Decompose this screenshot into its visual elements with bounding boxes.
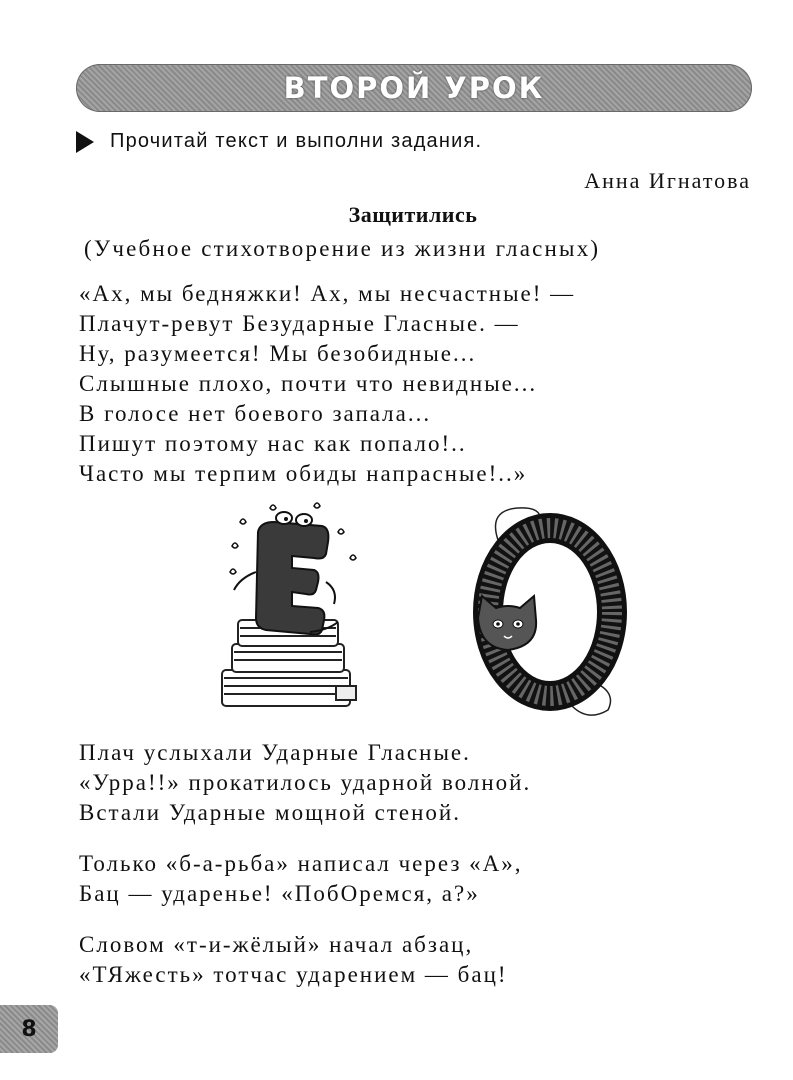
poem-line: Слышные плохо, почти что невидные... xyxy=(79,371,538,396)
stanza-1 xyxy=(79,279,575,489)
poem-subtitle: (Учебное стихотворение из жизни гласных) xyxy=(84,236,601,261)
poem-line: В голосе нет боевого запала... xyxy=(79,401,432,426)
poem-title: Защитились xyxy=(348,202,478,227)
lesson-title: ВТОРОЙ УРОК xyxy=(283,71,545,105)
triangle-bullet-icon xyxy=(76,131,94,153)
poem-line: Часто мы терпим обиды напрасные!..» xyxy=(79,461,528,486)
poem-line: Бац — ударенье! «ПобОремся, а?» xyxy=(79,881,480,906)
cat-letter-o-illustration xyxy=(468,500,630,722)
poem-author: Анна Игнатова xyxy=(584,168,751,193)
poem-line: Ну, разумеется! Мы безобидные... xyxy=(79,341,477,366)
poem-line: Плачут-ревут Безударные Гласные. — xyxy=(79,311,520,336)
instruction-text: Прочитай текст и выполни задания. xyxy=(110,130,483,152)
stanza-3 xyxy=(79,849,523,909)
poem-line: Встали Ударные мощной стеной. xyxy=(79,800,461,825)
stanza-2 xyxy=(79,738,531,828)
crying-letter-e-on-books-illustration xyxy=(210,502,370,717)
poem-line: Пишут поэтому нас как попало!.. xyxy=(79,431,467,456)
page-number: 8 xyxy=(0,1005,58,1053)
poem-line: «ТЯжесть» тотчас ударением — бац! xyxy=(79,962,508,987)
poem-line: Словом «т-и-жёлый» начал абзац, xyxy=(79,932,474,957)
stanza-4 xyxy=(79,930,508,990)
poem-line: Только «б-а-рьба» написал через «А», xyxy=(79,851,523,876)
poem-line: «Урра!!» прокатилось ударной волной. xyxy=(79,770,532,795)
poem-line: «Ах, мы бедняжки! Ах, мы несчастные! — xyxy=(79,281,576,306)
lesson-header-banner xyxy=(76,64,752,112)
instruction-line xyxy=(76,130,482,153)
poem-line: Плач услыхали Ударные Гласные. xyxy=(79,740,471,765)
